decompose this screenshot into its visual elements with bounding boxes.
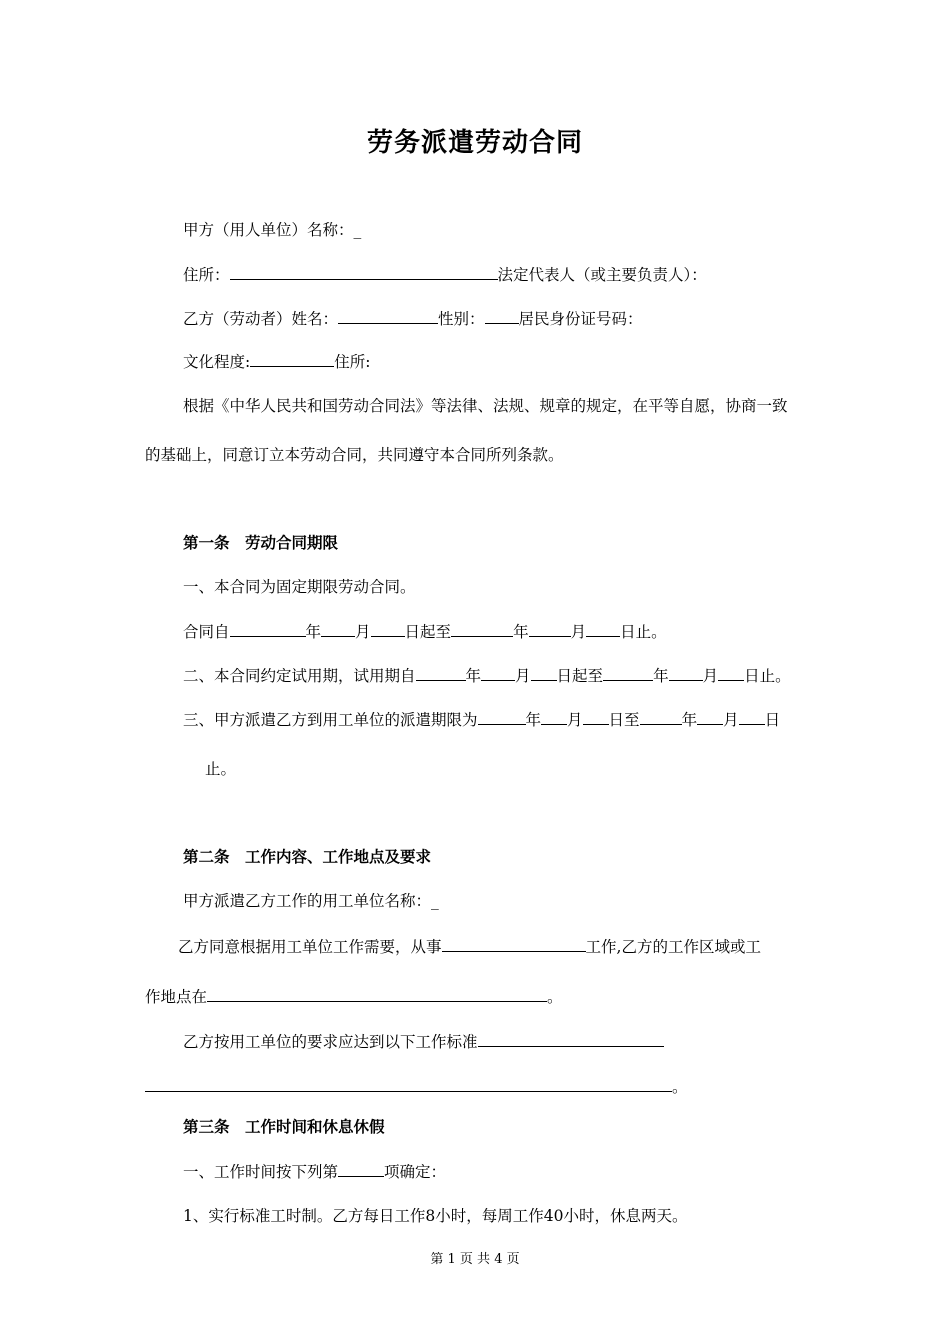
day-end-label: 日止。 [744,667,791,685]
probation-end-day-blank[interactable] [718,664,744,681]
start-day-blank[interactable] [371,620,405,637]
work-content-label: 乙方同意根据用工单位工作需要，从事 [178,938,442,956]
party-b-address-label: 住所: [334,353,371,371]
month-label: 月 [570,623,587,641]
intro-line-2: 的基础上，同意订立本劳动合同，共同遵守本合同所列条款。 [145,446,564,464]
education-blank[interactable] [250,350,334,367]
probation-start-month-blank[interactable] [481,664,515,681]
day-label: 日 [764,711,781,729]
year-label: 年 [681,711,698,729]
page-title: 劳务派遣劳动合同 [366,128,583,158]
gender-blank[interactable] [485,307,519,324]
work-time-label: 一、工作时间按下列第 [183,1163,339,1181]
page-footer: 第 1 页 共 4 页 [430,1252,520,1267]
address-line [183,263,707,286]
work-content-line [178,935,761,958]
work-place-label: 作地点在 [145,988,208,1006]
work-type-blank[interactable] [442,935,586,952]
party-a-name-line [183,219,361,241]
probation-start-day-blank[interactable] [531,664,557,681]
probation-end-month-blank[interactable] [669,664,703,681]
work-place-blank[interactable] [207,985,547,1002]
dispatch-end-day-blank[interactable] [739,708,765,725]
work-time-suffix: 项确定： [384,1163,447,1181]
employer-unit-name: 甲方派遣乙方工作的用工单位名称：_ [183,892,439,910]
dispatch-start-month-blank[interactable] [541,708,567,725]
address-blank[interactable] [230,263,498,280]
article-3-heading: 第三条 工作时间和休息休假 [183,1117,385,1136]
work-time-line [183,1160,446,1183]
month-label: 月 [567,711,583,729]
probation-label: 二、本合同约定试用期，试用期自 [183,667,416,685]
work-standard-line [183,1030,664,1053]
dispatch-end-month-blank[interactable] [697,708,723,725]
address-label: 住所： [183,266,230,284]
party-b-label: 乙方（劳动者）姓名： [183,310,339,328]
end-year-blank[interactable] [451,620,513,637]
year-label: 年 [653,667,669,685]
month-label: 月 [515,667,531,685]
period-mark: 。 [672,1078,688,1096]
work-time-option-blank[interactable] [338,1160,384,1177]
dispatch-end-year-blank[interactable] [640,708,682,725]
dispatch-start-day-blank[interactable] [583,708,609,725]
work-place-line [145,985,563,1008]
day-start-label: 日起至 [556,667,604,685]
end-day-blank[interactable] [586,620,620,637]
start-year-blank[interactable] [230,620,306,637]
party-b-line [183,307,643,330]
year-label: 年 [305,623,322,641]
id-number-label: 居民身份证号码： [518,310,643,328]
article-2-heading: 第二条 工作内容、工作地点及要求 [183,847,432,866]
legal-rep-label: 法定代表人（或主要负责人）： [497,266,707,284]
standard-hours-line: 1、实行标准工时制。乙方每日工作8小时，每周工作40小时，休息两天。 [183,1207,688,1225]
dispatch-period-line [183,708,780,731]
probation-line [183,664,791,687]
year-label: 年 [525,711,542,729]
probation-end-year-blank[interactable] [603,664,653,681]
dispatch-start-year-blank[interactable] [478,708,526,725]
work-standard-blank[interactable] [478,1030,664,1047]
dispatch-period-end: 止。 [205,760,237,778]
year-label: 年 [513,623,529,641]
education-line [183,350,370,373]
gender-label: 性别： [438,310,485,328]
dispatch-period-label: 三、甲方派遣乙方到用工单位的派遣期限为 [183,711,478,729]
contract-term-line [183,620,667,643]
end-month-blank[interactable] [529,620,571,637]
day-start-label: 日起至 [404,623,452,641]
party-b-name-blank[interactable] [338,307,438,324]
month-label: 月 [702,667,719,685]
work-area-label: 工作,乙方的工作区域或工 [585,938,761,956]
day-to-label: 日至 [608,711,640,729]
year-label: 年 [465,667,482,685]
education-label: 文化程度: [183,353,251,371]
work-standard-blank-2[interactable] [145,1075,672,1092]
work-standard-label: 乙方按用工单位的要求应达到以下工作标准 [183,1033,478,1051]
month-label: 月 [723,711,739,729]
start-month-blank[interactable] [321,620,355,637]
month-label: 月 [355,623,371,641]
probation-start-year-blank[interactable] [416,664,466,681]
day-end-label: 日止。 [620,623,667,641]
work-standard-continued [145,1075,688,1098]
period-mark: 。 [547,988,563,1006]
intro-line-1: 根据《中华人民共和国劳动合同法》等法律、法规、规章的规定，在平等自愿，协商一致 [183,397,788,415]
article-1-heading: 第一条 劳动合同期限 [183,533,339,552]
party-a-label: 甲方（用人单位）名称：_ [183,221,362,239]
from-label: 合同自 [183,623,230,641]
article-1-item-1: 一、本合同为固定期限劳动合同。 [183,578,416,596]
